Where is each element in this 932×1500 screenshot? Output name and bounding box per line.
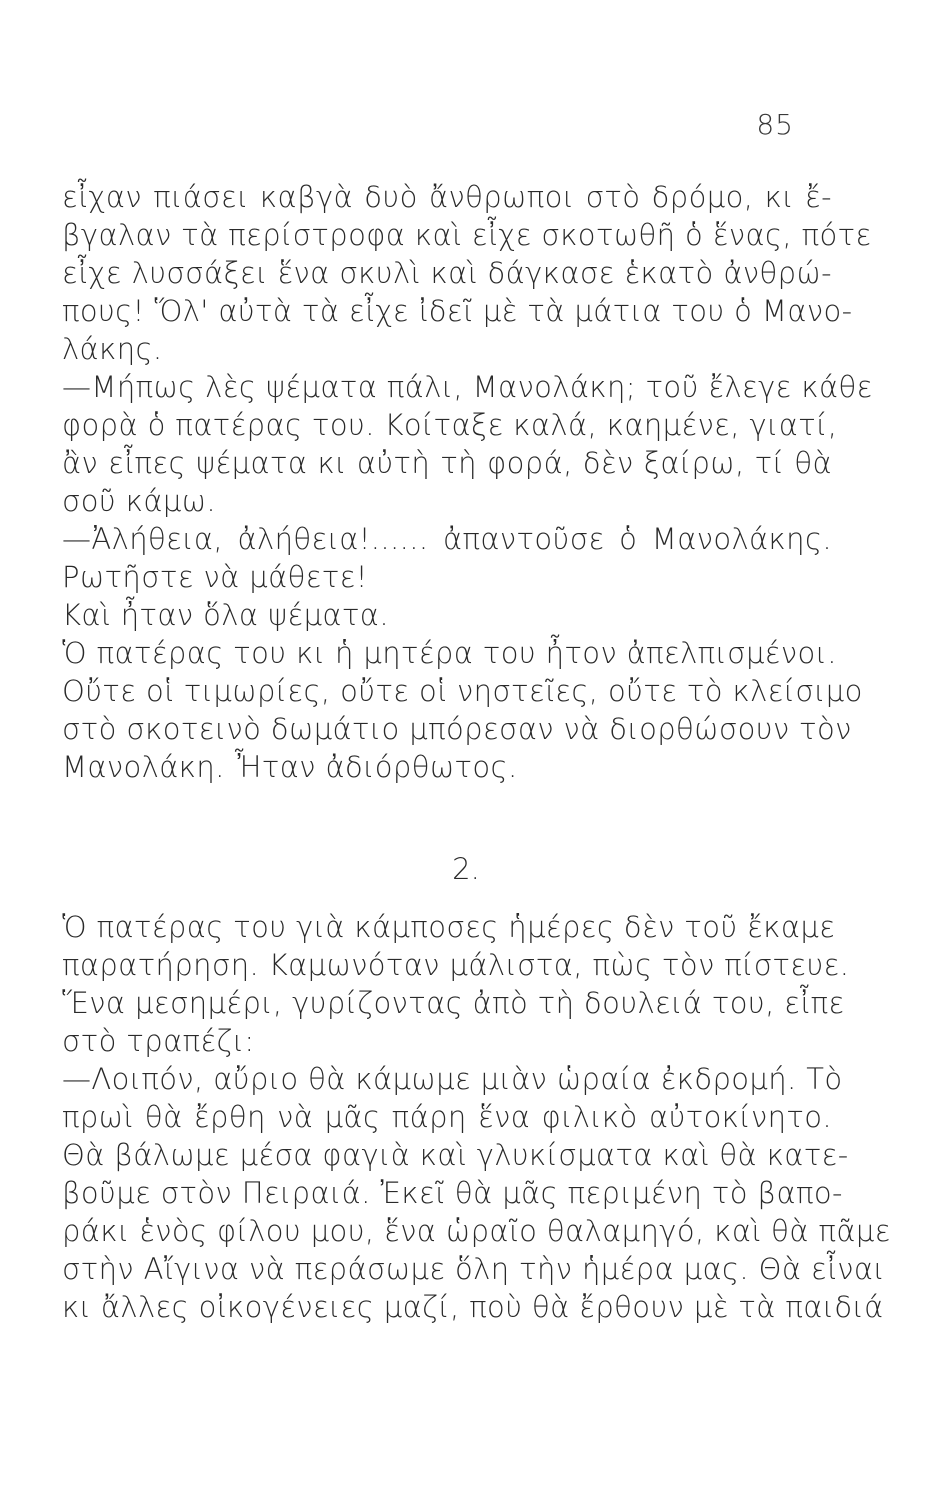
text-line: εἶχε λυσσάξει ἕνα σκυλὶ καὶ δάγκασε ἑκατὸ ἀνθρώ- xyxy=(62,256,832,290)
text-line: Οὔτε οἱ τιμωρίες, οὔτε οἱ νηστεῖες, οὔτε τὸ κλείσιμο xyxy=(62,674,863,708)
text-block-1 xyxy=(62,178,873,786)
text-line: Ἕνα μεσημέρι, γυρίζοντας ἀπὸ τὴ δουλειά του, εἶπε xyxy=(62,986,845,1020)
text-line: στὴν Αἴγινα νὰ περάσωμε ὅλη τὴν ἡμέρα μας. Θὰ εἶναι xyxy=(62,1252,886,1286)
text-line: βοῦμε στὸν Πειραιά. Ἐκεῖ θὰ μᾶς περιμένη τὸ βαπο- xyxy=(62,1176,843,1210)
text-line: Θὰ βάλωμε μέσα φαγιὰ καὶ γλυκίσματα καὶ θὰ κατε- xyxy=(62,1138,849,1172)
text-line: —Ἀλήθεια, ἀλήθεια!...... ἀπαντοῦσε ὁ Μανολάκης. xyxy=(62,522,832,556)
text-line: φορὰ ὁ πατέρας του. Κοίταξε καλά, καημένε, γιατί, xyxy=(62,408,838,442)
text-line: σοῦ κάμω. xyxy=(62,484,217,518)
text-block-2 xyxy=(62,908,891,1326)
text-line: πους! Ὅλ' αὐτὰ τὰ εἶχε ἰδεῖ μὲ τὰ μάτια του ὁ Μανο- xyxy=(62,294,853,328)
text-line: Μανολάκη. Ἦταν ἀδιόρθωτος. xyxy=(62,750,518,784)
text-line: ράκι ἑνὸς φίλου μου, ἕνα ὡραῖο θαλαμηγό, καὶ θὰ πᾶμε xyxy=(62,1214,891,1248)
text-line: Ὁ πατέρας του γιὰ κάμποσες ἡμέρες δὲν τοῦ ἔκαμε xyxy=(62,910,836,944)
text-line: —Μήπως λὲς ψέματα πάλι, Μανολάκη; τοῦ ἔλεγε κάθε xyxy=(62,370,873,404)
text-line: λάκης. xyxy=(62,332,163,366)
text-line: Καὶ ἦταν ὅλα ψέματα. xyxy=(62,598,389,632)
text-line: κι ἄλλες οἰκογένειες μαζί, ποὺ θὰ ἔρθουν μὲ τὰ παιδιά xyxy=(62,1290,884,1324)
text-line: στὸ σκοτεινὸ δωμάτιο μπόρεσαν νὰ διορθώσουν τὸν xyxy=(62,712,852,746)
section-number: 2. xyxy=(452,852,480,886)
text-line: —Λοιπόν, αὔριο θὰ κάμωμε μιὰν ὡραία ἐκδρομή. Τὸ xyxy=(62,1062,843,1096)
text-line: Ὁ πατέρας του κι ἡ μητέρα του ἦτον ἀπελπισμένοι. xyxy=(62,636,837,670)
text-line: εἶχαν πιάσει καβγὰ δυὸ ἄνθρωποι στὸ δρόμο, κι ἔ- xyxy=(62,180,832,214)
page-number: 85 xyxy=(756,108,794,141)
text-line: παρατήρηση. Καμωνόταν μάλιστα, πὼς τὸν πίστευε. xyxy=(62,948,850,982)
text-line: ἂν εἶπες ψέματα κι αὐτὴ τὴ φορά, δὲν ξαίρω, τί θὰ xyxy=(62,446,832,480)
text-line: πρωὶ θὰ ἔρθη νὰ μᾶς πάρη ἕνα φιλικὸ αὐτοκίνητο. xyxy=(62,1100,832,1134)
text-line: στὸ τραπέζι: xyxy=(62,1024,255,1058)
text-line: βγαλαν τὰ περίστροφα καὶ εἶχε σκοτωθῆ ὁ ἕνας, πότε xyxy=(62,218,872,252)
text-line: Ρωτῆστε νὰ μάθετε! xyxy=(62,560,368,594)
